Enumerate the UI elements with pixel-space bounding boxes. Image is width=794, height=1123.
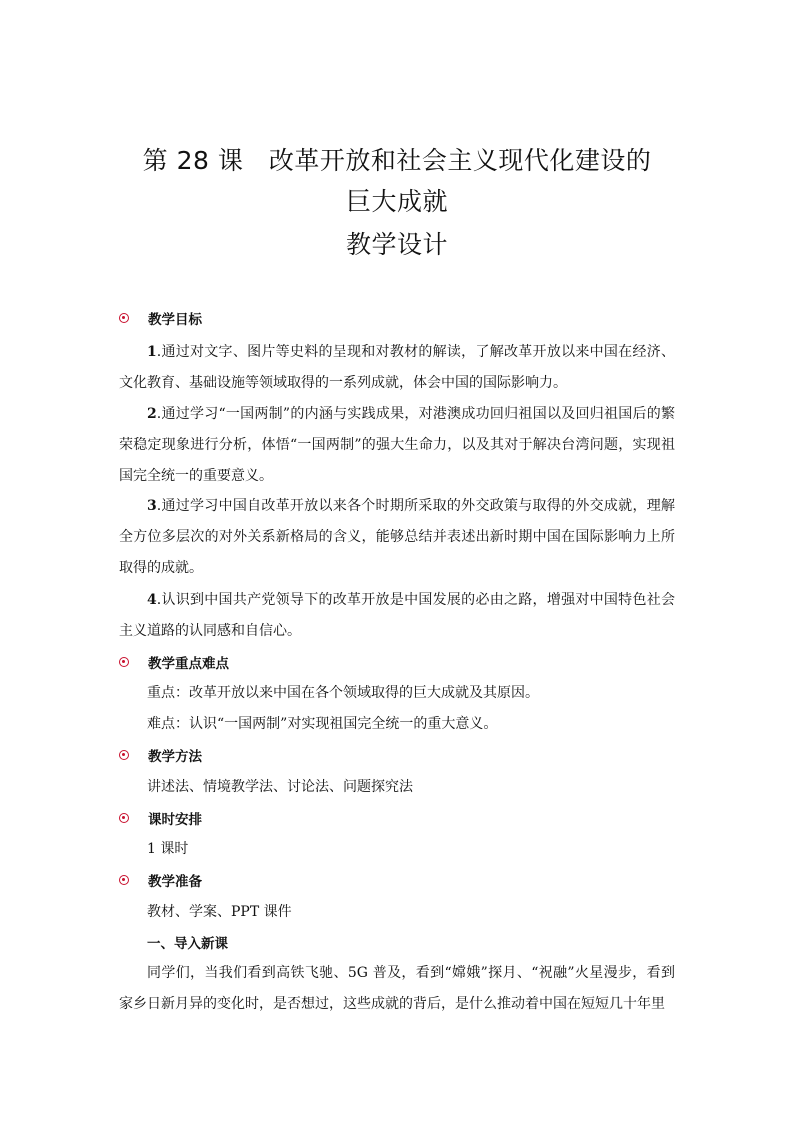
objective-item — [119, 337, 675, 399]
key-point-focus: 重点：改革开放以来中国在各个领域取得的巨大成就及其原因。 — [147, 685, 539, 701]
section-methods-heading — [119, 744, 202, 766]
section-schedule-heading — [119, 807, 202, 829]
objective-item — [119, 491, 675, 584]
circle-bullet-icon — [119, 657, 129, 667]
preparation-text: 教材、学案、PPT 课件 — [147, 904, 292, 920]
objective-number: 2 — [147, 406, 157, 422]
intro-paragraph: 同学们，当我们看到高铁飞驰、5G 普及，看到“嫦娥”探月、“祝融”火星漫步，看到家乡日新月异的变化时，是否想过，这些成就的背后，是什么推动着中国在短短几十年里 — [119, 965, 675, 1012]
objective-text: .认识到中国共产党领导下的改革开放是中国发展的必由之路，增强对中国特色社会主义道路的认同感和自信心。 — [119, 592, 675, 639]
section-label: 课时安排 — [148, 812, 202, 828]
section-label: 教学目标 — [148, 312, 202, 328]
document-title-line-1: 第 28 课 改革开放和社会主义现代化建设的 — [142, 146, 652, 175]
document-title-line-2: 巨大成就 — [345, 187, 448, 216]
section-objectives-heading — [119, 307, 202, 329]
methods-text: 讲述法、情境教学法、讨论法、问题探究法 — [147, 779, 413, 795]
intro-heading: 一、导入新课 — [147, 936, 228, 952]
circle-bullet-icon — [119, 750, 129, 760]
section-preparation-heading — [119, 869, 202, 891]
circle-bullet-icon — [119, 813, 129, 823]
objective-item — [119, 399, 675, 492]
objective-number: 1 — [147, 344, 157, 360]
document-subtitle: 教学设计 — [345, 230, 448, 259]
objective-number: 4 — [147, 592, 157, 608]
schedule-text: 1 课时 — [147, 841, 189, 857]
objective-number: 3 — [147, 498, 157, 514]
objective-text: .通过对文字、图片等史料的呈现和对教材的解读，了解改革开放以来中国在经济、文化教育、基础设施等领域取得的一系列成就，体会中国的国际影响力。 — [119, 344, 675, 391]
circle-bullet-icon — [119, 313, 129, 323]
objective-item — [119, 585, 675, 647]
section-label: 教学准备 — [148, 874, 202, 890]
objective-text: .通过学习“一国两制”的内涵与实践成果，对港澳成功回归祖国以及回归祖国后的繁荣稳定现象进行分析，体悟“一国两制”的强大生命力，以及其对于解决台湾问题，实现祖国完全统一的重要意义。 — [119, 406, 675, 484]
key-point-difficulty: 难点：认识“一国两制”对实现祖国完全统一的重大意义。 — [147, 716, 498, 732]
section-label: 教学方法 — [148, 749, 202, 765]
section-label: 教学重点难点 — [148, 656, 229, 672]
objective-text: .通过学习中国自改革开放以来各个时期所采取的外交政策与取得的外交成就，理解全方位多层次的对外关系新格局的含义，能够总结并表述出新时期中国在国际影响力上所取得的成就。 — [119, 498, 675, 576]
circle-bullet-icon — [119, 875, 129, 885]
section-key-points-heading — [119, 651, 229, 673]
